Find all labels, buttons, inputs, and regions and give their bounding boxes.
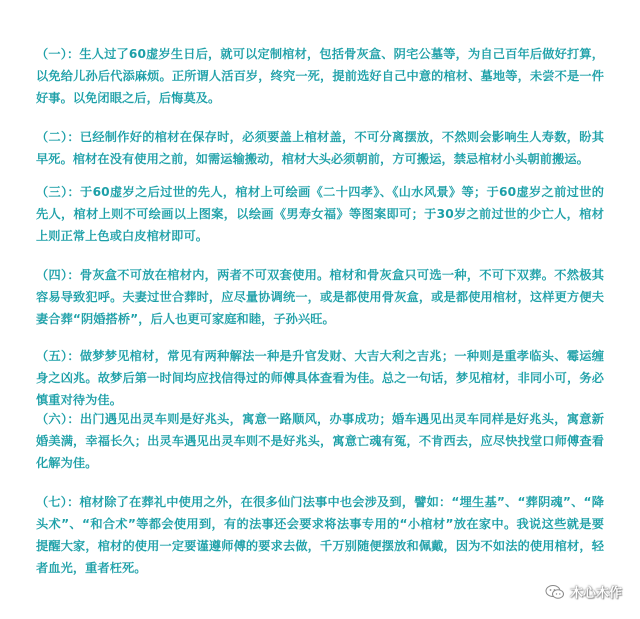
paragraph-1: （一）：生人过了60虚岁生日后，就可以定制棺材，包括骨灰盒、阴宅公墓等，为自己百年后做好打算，以免给儿孙后代添麻烦。正所谓人活百岁，终究一死，提前选好自己中意的棺材、墓地等，未尝不是一件好事。以免闭眼之后，后悔莫及。 (36, 47, 604, 105)
paragraph-4: （四）：骨灰盒不可放在棺材内，两者不可双套使用。棺材和骨灰盒只可选一种，不可下双葬。不然极其容易导致犯呼。夫妻过世合葬时，应尽量协调统一，或是都使用骨灰盒，或是都使用棺材，这样更方便夫妻合葬“阴婚搭桥”，后人也更可家庭和睦，子孙兴旺。 (36, 268, 604, 326)
paragraph-2: （二）：已经制作好的棺材在保存时，必须要盖上棺材盖，不可分离摆放，不然则会影响生人寿数，盼其早死。棺材在没有使用之前，如需运输搬动，棺材大头必须朝前，方可搬运，禁忌棺材小头朝前搬运。 (36, 130, 604, 166)
paragraph-6: （六）：出门遇见出灵车则是好兆头，寓意一路顺风，办事成功；婚车遇见出灵车同样是好兆头，寓意新婚美满，幸福长久；出灵车遇见出灵车则不是好兆头，寓意亡魂有冤，不肯西去，应尽快找堂口师傅查看化解为佳。 (36, 412, 604, 470)
paragraph-5: （五）：做梦梦见棺材，常见有两种解法一种是升官发财、大吉大利之吉兆；一种则是重孝临头、霉运缠身之凶兆。故梦后第一时间均应找信得过的师傅具体查看为佳。总之一句话，梦见棺材，非同小可，务必慎重对待为佳。 (36, 349, 604, 407)
watermark-text: 木心木作 (569, 586, 622, 601)
watermark (545, 582, 622, 601)
paragraph-7: （七）：棺材除了在葬礼中使用之外，在很多仙门法事中也会涉及到，譬如：“埋生基”、“葬阴魂”、“降头术”、“和合术”等都会使用到，有的法事还会要求将法事专用的“小棺材”放在家中。我说这些就是要提醒大家，棺材的使用一定要谨遵师傅的要求去做，千万别随便摆放和佩戴，因为不如法的使用棺材，轻者血光，重者枉死。 (36, 495, 604, 575)
paragraph-3: （三）：于60虚岁之后过世的先人，棺材上可绘画《二十四孝》、《山水风景》等；于60虚岁之前过世的先人，棺材上则不可绘画以上图案，以绘画《男寿女福》等图案即可；于30岁之前过世的少亡人，棺材上则正常上色或白皮棺材即可。 (36, 185, 604, 243)
wechat-icon (545, 584, 565, 600)
